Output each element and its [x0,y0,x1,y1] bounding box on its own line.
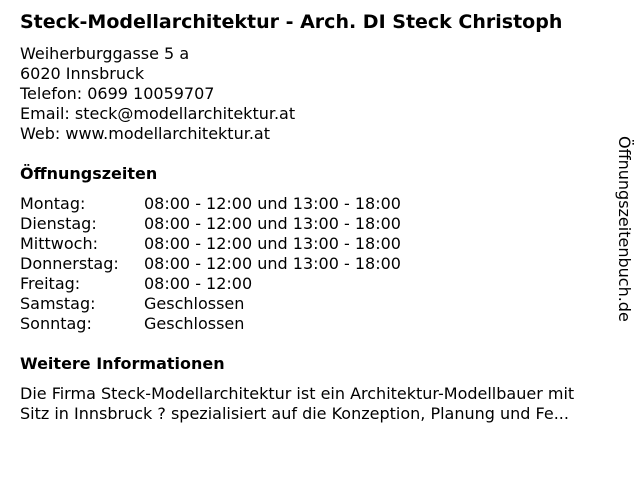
hours-time: Geschlossen [144,294,245,313]
address-street: Weiherburggasse 5 a [20,44,190,63]
hours-day: Samstag: [20,294,96,313]
hours-time: 08:00 - 12:00 und 13:00 - 18:00 [144,254,401,273]
description-line: Sitz in Innsbruck ? spezialisiert auf die Konzeption, Planung und Fe... [20,404,569,423]
description-line: Die Firma Steck-Modellarchitektur ist ein Architektur-Modellbauer mit [20,384,575,403]
email-address: Email: steck@modellarchitektur.at [20,104,296,123]
address-city: 6020 Innsbruck [20,64,145,83]
website-address: Web: www.modellarchitektur.at [20,124,270,143]
hours-day: Donnerstag: [20,254,119,273]
business-description [20,384,625,424]
opening-hours-heading: Öffnungszeiten [20,164,158,183]
hours-row-monday [20,194,401,214]
hours-time: Geschlossen [144,314,245,333]
hours-row-tuesday [20,214,401,234]
hours-row-sunday [20,314,401,334]
hours-time: 08:00 - 12:00 [144,274,253,293]
hours-time: 08:00 - 12:00 und 13:00 - 18:00 [144,194,401,213]
hours-row-wednesday [20,234,401,254]
hours-day: Dienstag: [20,214,97,233]
hours-time: 08:00 - 12:00 und 13:00 - 18:00 [144,214,401,233]
hours-day: Freitag: [20,274,81,293]
hours-time: 08:00 - 12:00 und 13:00 - 18:00 [144,234,401,253]
opening-hours-table [20,194,401,334]
more-info-heading: Weitere Informationen [20,354,225,373]
hours-row-saturday [20,294,401,314]
brand-watermark-text: Öffnungszeitenbuch.de [615,136,634,322]
hours-day: Sonntag: [20,314,92,333]
hours-day: Montag: [20,194,86,213]
address-block [20,44,295,144]
page-title: Steck-Modellarchitektur - Arch. DI Steck Christoph [20,11,563,33]
hours-day: Mittwoch: [20,234,98,253]
phone-number: Telefon: 0699 10059707 [20,84,215,103]
hours-row-friday [20,274,401,294]
hours-row-thursday [20,254,401,274]
